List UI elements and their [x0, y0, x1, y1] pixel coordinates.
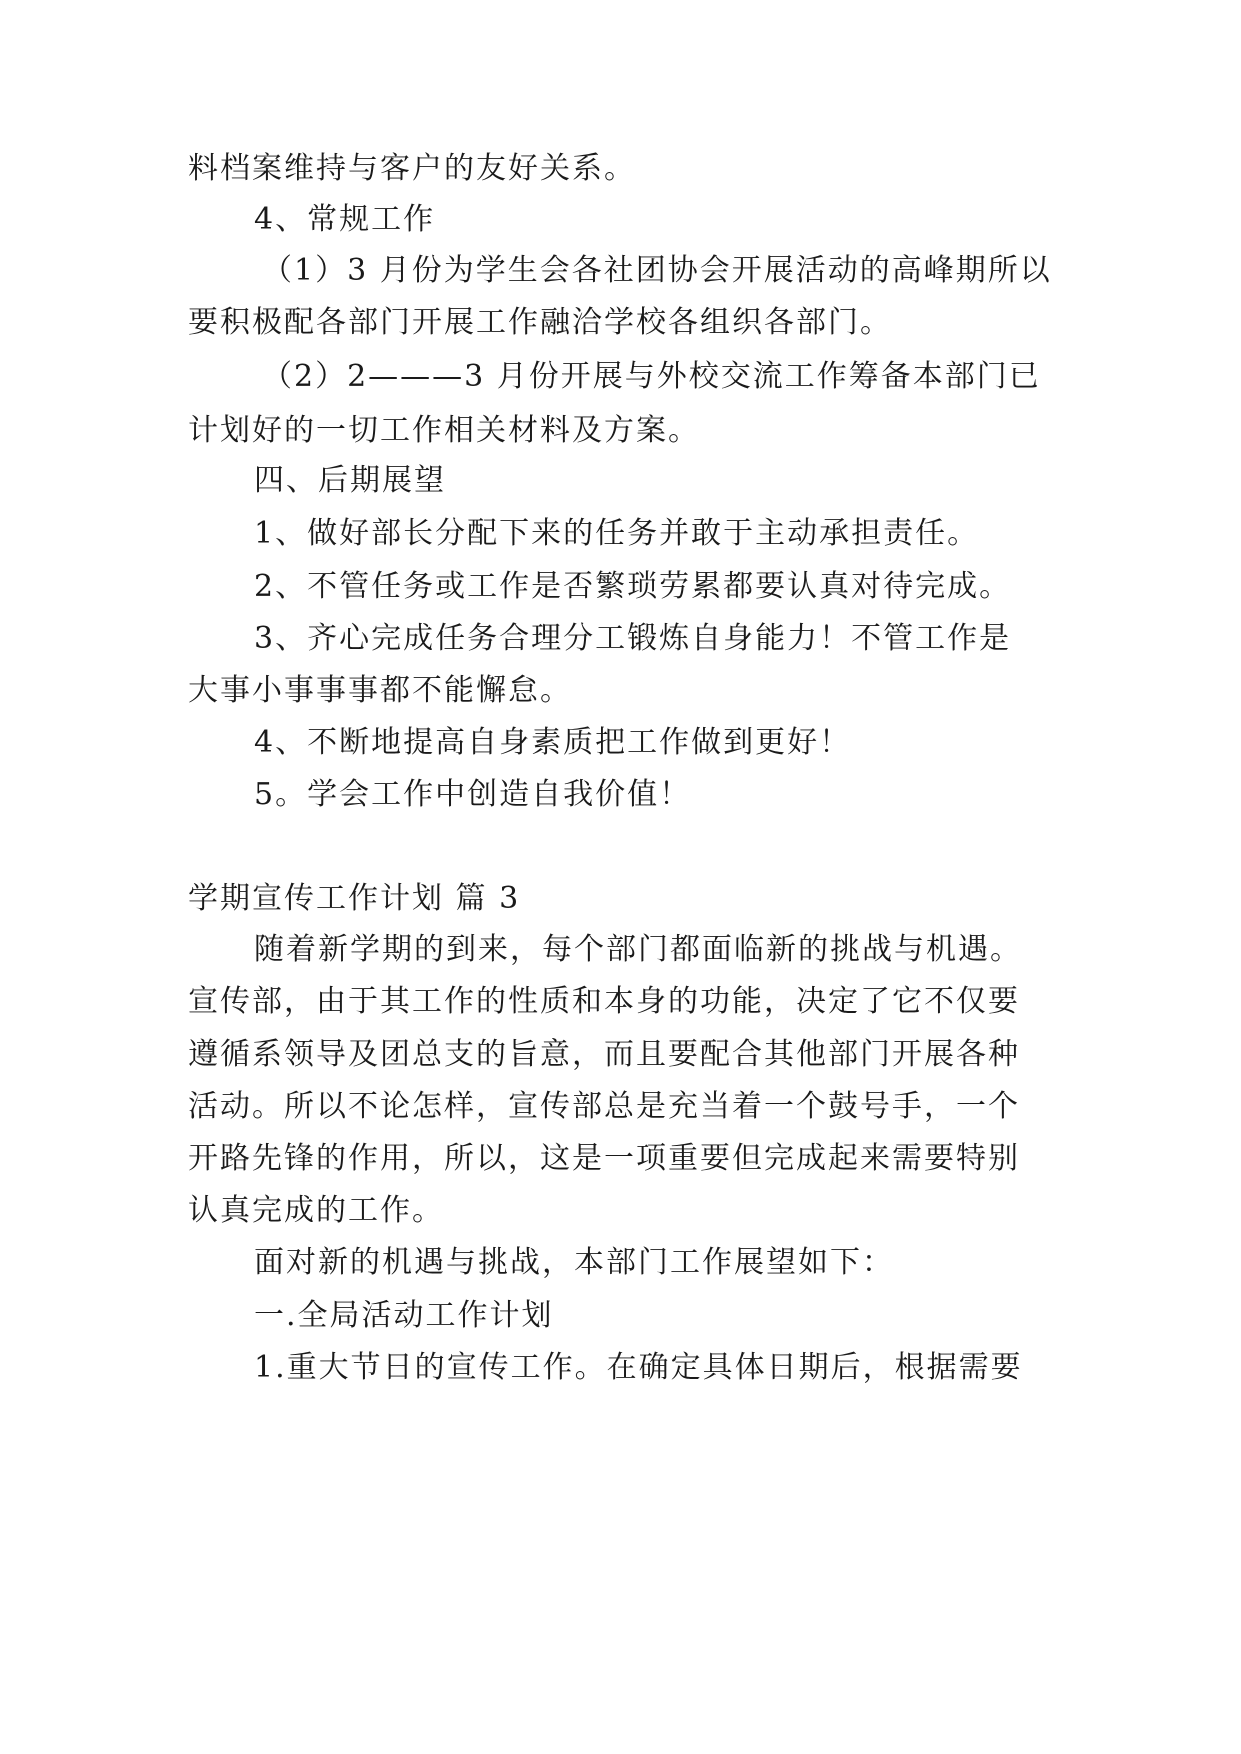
paragraph-line: 要积极配各部门开展工作融洽学校各组织各部门。 [188, 305, 892, 340]
paragraph-line: 4、不断地提高自身素质把工作做到更好！ [254, 725, 852, 760]
paragraph-line: 活动。所以不论怎样，宣传部总是充当着一个鼓号手，一个 [188, 1089, 1020, 1124]
paragraph-line: 计划好的一切工作相关材料及方案。 [188, 413, 700, 448]
paragraph-line: 随着新学期的到来，每个部门都面临新的挑战与机遇。 [254, 932, 1022, 967]
paragraph-line: 5。学会工作中创造自我价值！ [254, 777, 692, 812]
section-heading: 一.全局活动工作计划 [254, 1298, 554, 1333]
paragraph-line: （2）2———3 月份开展与外校交流工作筹备本部门已 [262, 359, 1041, 394]
paragraph-line: 开路先锋的作用，所以，这是一项重要但完成起来需要特别 [188, 1141, 1020, 1176]
paragraph-line: 3、齐心完成任务合理分工锻炼自身能力！不管工作是 [254, 621, 1012, 656]
paragraph-line: 宣传部，由于其工作的性质和本身的功能，决定了它不仅要 [188, 984, 1020, 1019]
section-heading: 四、后期展望 [254, 463, 446, 498]
paragraph-line: 4、常规工作 [254, 202, 436, 237]
paragraph-line: 料档案维持与客户的友好关系。 [188, 151, 636, 186]
paragraph-line: 认真完成的工作。 [188, 1193, 444, 1228]
paragraph-line: （1）3 月份为学生会各社团协会开展活动的高峰期所以 [262, 253, 1052, 288]
section-title: 学期宣传工作计划 篇 3 [188, 881, 521, 916]
paragraph-line: 大事小事事事都不能懈怠。 [188, 673, 572, 708]
paragraph-line: 遵循系领导及团总支的旨意，而且要配合其他部门开展各种 [188, 1037, 1020, 1072]
paragraph-line: 1.重大节日的宣传工作。在确定具体日期后，根据需要 [254, 1350, 1023, 1385]
paragraph-line: 2、不管任务或工作是否繁琐劳累都要认真对待完成。 [254, 569, 1012, 604]
paragraph-line: 面对新的机遇与挑战，本部门工作展望如下： [254, 1245, 894, 1280]
paragraph-line: 1、做好部长分配下来的任务并敢于主动承担责任。 [254, 516, 980, 551]
